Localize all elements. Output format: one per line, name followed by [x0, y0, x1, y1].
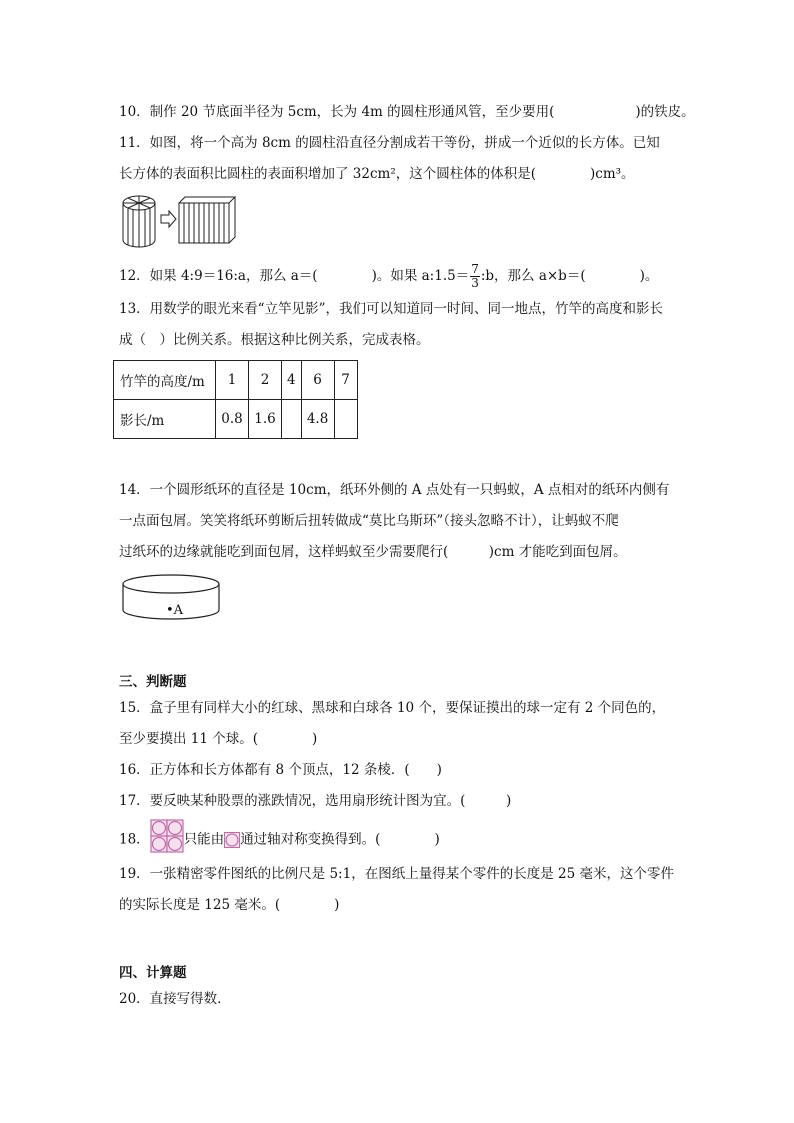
table-row-height: [114, 361, 358, 400]
question-18: [119, 827, 440, 853]
question-16: 16．正方体和长方体都有 8 个顶点，12 条棱．( ): [119, 762, 442, 778]
question-12: [119, 263, 658, 290]
question-15-line-1: 15．盒子里有同样大小的红球、黑球和白球各 10 个，要保证摸出的球一定有 2 个同色的，: [119, 700, 666, 716]
table-cell: [334, 400, 357, 439]
four-circles-icon: [150, 819, 184, 853]
question-13-line-2: 成（ ）比例关系。根据这种比例关系，完成表格。: [119, 332, 430, 348]
question-10: 10．制作 20 节底面半径为 5cm，长为 4m 的圆柱形通风管，至少要用( )的铁皮。: [119, 104, 695, 120]
fraction-seven-thirds: [470, 263, 480, 290]
question-18-suffix: 通过轴对称变换得到。( ): [240, 831, 440, 848]
proportion-table: [113, 360, 358, 439]
ring-point-label: •A: [166, 603, 184, 618]
question-15-line-2: 至少要摸出 11 个球。( ): [119, 731, 318, 747]
question-12-part-2: :b，那么 a×b＝( )。: [480, 268, 659, 284]
question-14-line-2: 一点面包屑。笑笑将纸环剪断后扭转做成“莫比乌斯环”（接头忽略不计），让蚂蚁不爬: [119, 513, 619, 529]
question-19-line-1: 19．一张精密零件图纸的比例尺是 5:1，在图纸上量得某个零件的长度是 25 毫米，这个零件: [119, 866, 674, 882]
fraction-numerator: 7: [471, 262, 479, 276]
table-cell: 1: [216, 361, 249, 400]
table-cell: 1.6: [249, 400, 282, 439]
table-cell: [282, 400, 302, 439]
table-row-label: 竹竿的高度/m: [114, 361, 216, 400]
table-cell: 4: [282, 361, 302, 400]
section-4-title: 四、计算题: [119, 965, 187, 981]
question-19-line-2: 的实际长度是 125 毫米。( ): [119, 897, 340, 913]
table-cell: 7: [334, 361, 357, 400]
table-cell: 0.8: [216, 400, 249, 439]
question-17: 17．要反映某种股票的涨跌情况，选用扇形统计图为宜。( ): [119, 793, 512, 809]
cylinder-to-cuboid-figure: [119, 193, 239, 249]
question-18-mid: 只能由: [183, 831, 225, 848]
table-cell: 2: [249, 361, 282, 400]
table-row-label: 影长/m: [114, 400, 216, 439]
question-14-line-3: 过纸环的边缘就能吃到面包屑，这样蚂蚁至少需要爬行( )cm 才能吃到面包屑。: [119, 544, 627, 560]
question-20: 20．直接写得数．: [119, 991, 231, 1007]
question-12-part-1: 12．如果 4:9＝16:a，那么 a＝( )。如果 a:1.5＝: [119, 268, 470, 284]
question-14-line-1: 14．一个圆形纸环的直径是 10cm，纸环外侧的 A 点处有一只蚂蚁，A 点相对的纸环内侧有: [119, 482, 670, 498]
question-11-line-2: 长方体的表面积比圆柱的表面积增加了 32cm²，这个圆柱体的体积是( )cm³。: [119, 166, 635, 182]
question-18-prefix: 18．: [119, 831, 150, 848]
table-cell: 4.8: [301, 400, 334, 439]
question-13-line-1: 13．用数学的眼光来看“立竿见影”，我们可以知道同一时间、同一地点，竹竿的高度和影长: [119, 301, 663, 317]
fraction-denominator: 3: [471, 276, 479, 290]
single-circle-icon: [224, 832, 240, 848]
question-11-line-1: 11．如图，将一个高为 8cm 的圆柱沿直径分割成若干等份，拼成一个近似的长方体。已知: [119, 135, 660, 151]
table-cell: 6: [301, 361, 334, 400]
section-3-title: 三、判断题: [119, 674, 187, 690]
table-row-shadow: [114, 400, 358, 439]
